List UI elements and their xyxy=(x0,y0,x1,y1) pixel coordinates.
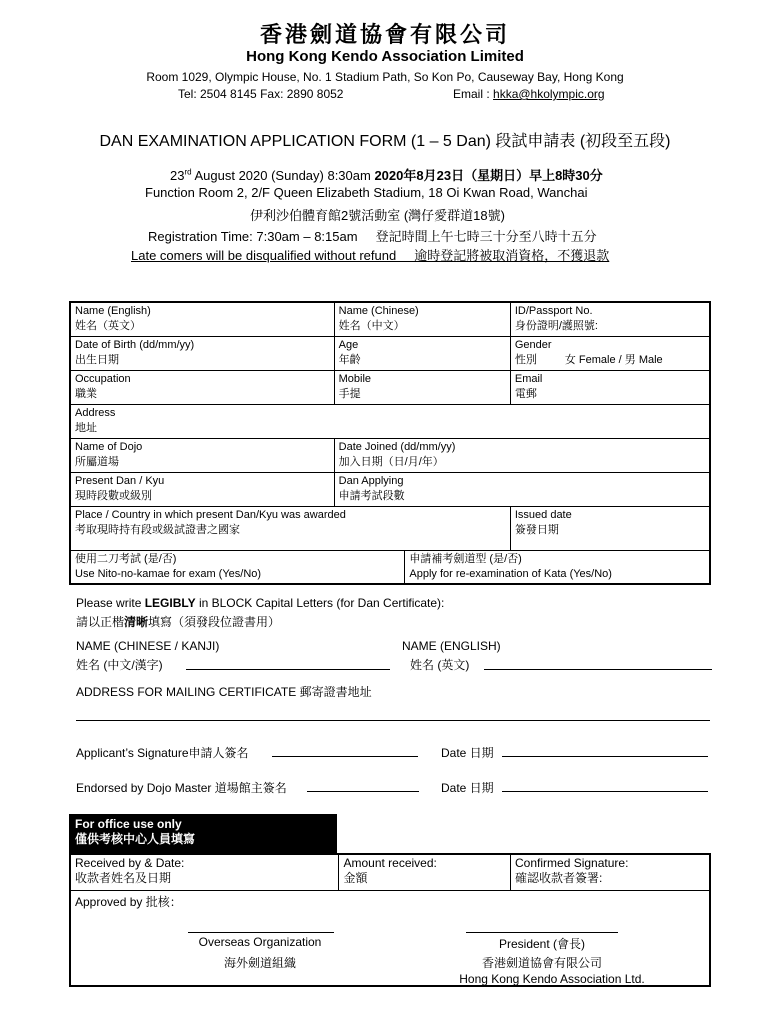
legibly-pre: Please write xyxy=(76,596,145,610)
exam-date-zh: 2020年8月23日（星期日）早上8時30分 xyxy=(374,168,603,183)
confirmed-signature-cell[interactable] xyxy=(511,854,710,890)
age-cell[interactable] xyxy=(334,336,510,370)
received-by-label: Received by & Date: xyxy=(75,856,185,870)
email-label: Email : xyxy=(453,87,494,101)
name-chinese-label-zh: 姓名（中文） xyxy=(338,320,405,332)
exam-venue-en: Function Room 2, 2/F Queen Elizabeth Stadium, 18 Oi Kwan Road, Wanchai xyxy=(145,185,588,200)
kata-label-zh: 申請補考劍道型 (是/否) xyxy=(409,552,522,565)
amount-received-label-zh: 金額 xyxy=(343,871,368,885)
title-chinese: 香港劍道協會有限公司 xyxy=(259,22,510,47)
issued-date-label-zh: 簽發日期 xyxy=(514,523,559,536)
office-use-title: For office use only xyxy=(75,817,182,831)
name-english-heading: NAME (ENGLISH) xyxy=(402,639,501,653)
date-joined-label: Date Joined (dd/mm/yy) xyxy=(338,440,456,453)
nito-label: Use Nito-no-kamae for exam (Yes/No) xyxy=(75,567,262,580)
email-field-label-zh: 電郵 xyxy=(514,387,537,400)
place-awarded-label: Place / Country in which present Dan/Kyu was awarded xyxy=(75,508,346,521)
dob-label-zh: 出生日期 xyxy=(75,353,119,366)
late-notice: Late comers will be disqualified without refund 逾時登記將被取消資格，不獲退款 xyxy=(131,248,610,263)
email-line xyxy=(453,87,605,101)
overseas-org-label: Overseas Organization xyxy=(198,935,322,949)
dojo-cell[interactable] xyxy=(70,438,334,472)
present-dan-label-zh: 現時段數或級別 xyxy=(75,489,152,502)
gender-label-zh: 性別 xyxy=(514,353,537,366)
name-english-cell[interactable] xyxy=(70,302,334,336)
name-kanji-label: 姓名 (中文/漢字) xyxy=(76,658,163,672)
office-use-title-zh: 僅供考核中心人員填寫 xyxy=(75,832,196,846)
mobile-cell[interactable] xyxy=(334,370,510,404)
dan-applying-cell[interactable] xyxy=(334,472,710,506)
dojo-label: Name of Dojo xyxy=(75,440,143,453)
issued-date-label: Issued date xyxy=(514,508,572,521)
kata-cell[interactable] xyxy=(405,550,710,584)
present-dan-label: Present Dan / Kyu xyxy=(75,474,165,487)
name-english-label-zh: 姓名（英文） xyxy=(75,320,141,332)
office-use-header xyxy=(69,814,337,854)
name-english-input-line[interactable] xyxy=(484,669,712,670)
dob-label: Date of Birth (dd/mm/yy) xyxy=(75,338,195,351)
name-kanji-heading: NAME (CHINESE / KANJI) xyxy=(76,639,220,653)
place-awarded-cell[interactable] xyxy=(70,506,510,550)
dan-applying-label: Dan Applying xyxy=(338,474,404,487)
mobile-label-zh: 手提 xyxy=(338,387,361,400)
registration-time: Registration Time: 7:30am – 8:15am 登記時間上午七時三十分至八時十五分 xyxy=(148,229,597,244)
nito-cell[interactable] xyxy=(70,550,405,584)
place-awarded-label-zh: 考取現時持有段或級試證書之國家 xyxy=(75,523,240,536)
dojo-master-signature-label: Endorsed by Dojo Master 道場館主簽名 xyxy=(76,781,287,795)
email-cell[interactable] xyxy=(510,370,710,404)
email-field-label: Email xyxy=(514,372,543,385)
title-english: Hong Kong Kendo Association Limited xyxy=(246,48,524,65)
president-org-zh: 香港劍道協會有限公司 xyxy=(481,956,602,970)
exam-date-text: August 2020 (Sunday) 8:30am xyxy=(191,168,375,183)
id-passport-label: ID/Passport No. xyxy=(514,305,593,317)
legibly-zh-bold: 清晰 xyxy=(124,615,149,629)
president-signature-line[interactable] xyxy=(466,932,618,933)
address-cell[interactable] xyxy=(70,404,710,438)
exam-venue-zh: 伊利沙伯體育館2號活動室 (灣仔愛群道18號) xyxy=(250,208,505,223)
legibly-instruction-zh xyxy=(76,613,280,630)
dojo-master-signature-line[interactable] xyxy=(307,791,419,792)
date-joined-label-zh: 加入日期（日/月/年） xyxy=(338,455,444,468)
date-label-2: Date 日期 xyxy=(441,781,494,795)
date-joined-cell[interactable] xyxy=(334,438,710,472)
confirmed-signature-label: Confirmed Signature: xyxy=(515,856,629,870)
amount-received-cell[interactable] xyxy=(339,854,511,890)
date-label-1: Date 日期 xyxy=(441,746,494,760)
kata-label: Apply for re-examination of Kata (Yes/No) xyxy=(409,567,612,580)
association-address: Room 1029, Olympic House, No. 1 Stadium Path, So Kon Po, Causeway Bay, Hong Kong xyxy=(146,70,624,84)
president-org-en: Hong Kong Kendo Association Ltd. xyxy=(459,972,645,986)
occupation-label: Occupation xyxy=(75,372,131,385)
name-english-label: Name (English) xyxy=(75,305,151,317)
address-label: Address xyxy=(75,406,116,419)
name-kanji-input-line[interactable] xyxy=(186,669,390,670)
confirmed-signature-label-zh: 確認收款者簽署: xyxy=(515,871,603,885)
dob-cell[interactable] xyxy=(70,336,334,370)
gender-options[interactable]: 女 Female / 男 Male xyxy=(564,353,663,366)
received-by-label-zh: 收款者姓名及日期 xyxy=(75,871,172,885)
exam-date-day: 23 xyxy=(170,168,185,183)
name-chinese-cell[interactable] xyxy=(334,302,510,336)
applicant-details-table xyxy=(69,301,711,585)
exam-date-sup: rd xyxy=(184,167,192,177)
approved-by-label: Approved by 批核： xyxy=(75,894,182,909)
occupation-label-zh: 職業 xyxy=(75,387,97,400)
tel-fax: Tel: 2504 8145 Fax: 2890 8052 xyxy=(178,87,344,101)
issued-date-cell[interactable] xyxy=(510,506,710,550)
mailing-address-line[interactable] xyxy=(76,720,710,721)
gender-label: Gender xyxy=(514,338,552,351)
email-link[interactable]: hkka@hkolympic.org xyxy=(493,87,605,101)
occupation-cell[interactable] xyxy=(70,370,334,404)
amount-received-label: Amount received: xyxy=(343,856,437,870)
received-by-cell[interactable] xyxy=(70,854,339,890)
applicant-signature-line[interactable] xyxy=(272,756,418,757)
legibly-post: in BLOCK Capital Letters (for Dan Certificate): xyxy=(195,596,445,610)
legibly-zh-post: 填寫（須發段位證書用） xyxy=(148,615,281,629)
legibly-bold: LEGIBLY xyxy=(144,596,196,610)
president-label: President (會長) xyxy=(498,937,586,951)
applicant-signature-label: Applicant’s Signature申請人簽名 xyxy=(76,746,249,760)
date-line-1[interactable] xyxy=(502,756,708,757)
legibly-instruction xyxy=(76,596,444,610)
age-label-zh: 年齡 xyxy=(338,353,361,366)
present-dan-cell[interactable] xyxy=(70,472,334,506)
dojo-label-zh: 所屬道場 xyxy=(75,455,119,468)
gender-cell[interactable] xyxy=(510,336,710,370)
date-line-2[interactable] xyxy=(502,791,708,792)
id-passport-label-zh: 身份證明/護照號: xyxy=(514,320,598,332)
mailing-address-label: ADDRESS FOR MAILING CERTIFICATE 郵寄證書地址 xyxy=(76,685,372,699)
overseas-signature-line[interactable] xyxy=(188,932,334,933)
overseas-org-label-zh: 海外劍道組織 xyxy=(223,956,296,970)
exam-date xyxy=(170,165,603,184)
address-label-zh: 地址 xyxy=(75,421,97,434)
mobile-label: Mobile xyxy=(338,372,372,385)
dan-applying-label-zh: 申請考試段數 xyxy=(338,489,405,502)
name-english-label: 姓名 (英文) xyxy=(410,658,470,672)
legibly-zh-pre: 請以正楷 xyxy=(76,615,125,629)
form-title: DAN EXAMINATION APPLICATION FORM (1 – 5 Dan) 段試申請表 (初段至五段) xyxy=(99,133,671,150)
nito-label-zh: 使用二刀考試 (是/否) xyxy=(75,552,177,565)
id-passport-cell[interactable] xyxy=(510,302,710,336)
age-label: Age xyxy=(338,338,359,351)
name-chinese-label: Name (Chinese) xyxy=(338,305,419,317)
